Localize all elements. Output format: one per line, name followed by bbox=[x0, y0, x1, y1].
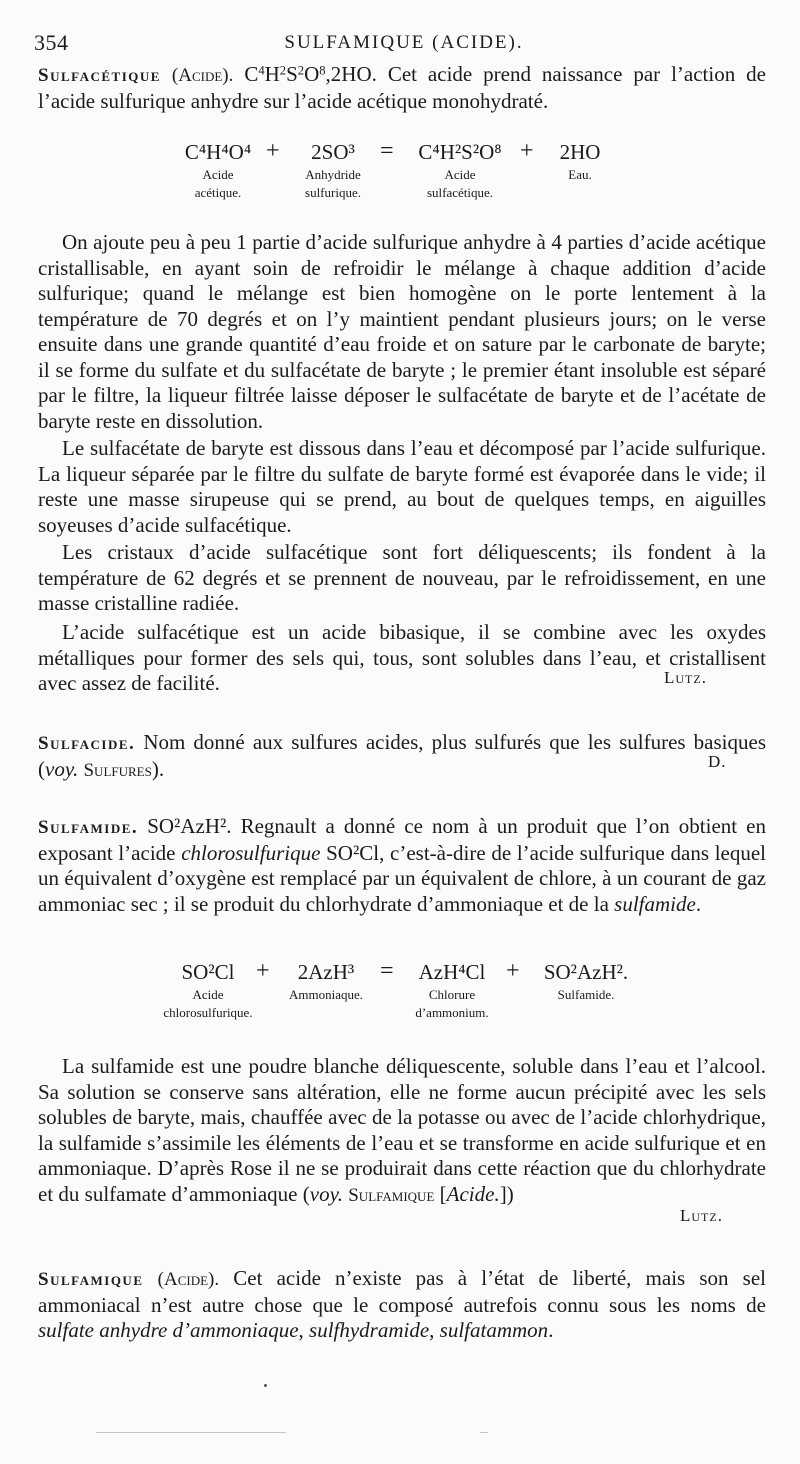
author-signature: Lutz. bbox=[664, 668, 707, 687]
plus-sign: + bbox=[266, 138, 280, 164]
equation-term: C⁴H²S²O⁸ Acide sulfacétique. bbox=[418, 140, 502, 200]
equation-term: AzH⁴Cl Chlorure d’ammonium. bbox=[415, 960, 489, 1020]
equation-term: 2SO³ Anhydride sulfurique. bbox=[305, 140, 361, 200]
running-head: SULFAMIQUE (ACIDE). bbox=[284, 32, 524, 53]
scan-smudge bbox=[96, 1432, 286, 1433]
entry-head-sulfacetique: Sulfacétique bbox=[38, 65, 161, 86]
entry-head-sulfamide: Sulfamide. bbox=[38, 817, 139, 838]
entry-tag: (Acide). bbox=[171, 65, 234, 86]
paragraph: Le sulfacétate de baryte est dissous dans l’eau et décomposé par l’acide sulfurique. La liqueur séparée par le filtre du sulfate de baryte formé est évaporée dans le vide; il reste une masse sirupeuse qui se prend, au bout de quelques temps, en aiguilles soyeuses d’acide sulfacétique. bbox=[38, 436, 766, 537]
equation-term: 2HO Eau. bbox=[559, 140, 601, 182]
plus-sign: + bbox=[256, 958, 270, 984]
entry-sulfacide: Sulfacide. Nom donné aux sulfures acides, plus sulfurés que les sulfures basiques (voy. Sulfures). bbox=[38, 730, 767, 781]
entry-sulfamide-intro: Sulfamide. SO²AzH². Regnault a donné ce nom à un produit que l’on obtient en exposant l’acide chlorosulfurique SO²Cl, c’est-à-dire de l’acide sulfurique dans lequel un équivalent d’oxygène est remplacé par un équivalent de chlore, à un courant de gaz ammoniac sec ; il se produit du chlorhydrate d’ammoniaque et de la sulfamide. bbox=[38, 814, 767, 916]
scan-speck bbox=[264, 1384, 267, 1387]
entry-sulfacetique-intro: Sulfacétique (Acide). $C^4H^2S^2O^8,2HO$. Cet acide prend naissance par l’action de l’acide sulfurique anhydre sur l’acide acétique monohydraté. bbox=[38, 62, 766, 113]
entry-sulfamique: Sulfamique (Acide). Cet acide n’existe pas à l’état de liberté, mais son sel ammoniacal n’est autre chose que le composé autrefois connu sous les noms de sulfate anhydre d’ammoniaque, sulfhydramide, sulfatammon. bbox=[38, 1266, 767, 1342]
paragraph: L’acide sulfacétique est un acide bibasique, il se combine avec les oxydes métalliques pour former des sels qui, tous, sont solubles dans l’eau, et cristallisent avec assez de facilité. bbox=[38, 620, 766, 695]
equation-term: SO²Cl Acide chlorosulfurique. bbox=[163, 960, 253, 1020]
entry-text: Cet acide prend naissance par l’action de l’acide sulfurique anhydre sur l’acide acétique monohydraté. bbox=[38, 62, 766, 113]
equation-term: 2AzH³ Ammoniaque. bbox=[288, 960, 363, 1002]
scan-smudge bbox=[480, 1432, 488, 1433]
entry-head-sulfacide: Sulfacide. bbox=[38, 733, 136, 754]
page-header bbox=[34, 30, 774, 60]
equation-term: C⁴H⁴O⁴ Acide acétique. bbox=[184, 140, 252, 200]
plus-sign: + bbox=[520, 138, 534, 164]
page-number: 354 bbox=[34, 30, 69, 55]
author-signature: Lutz. bbox=[680, 1206, 723, 1225]
entry-head-sulfamique: Sulfamique bbox=[38, 1269, 144, 1290]
paragraph-sulfamide: La sulfamide est une poudre blanche déliquescente, soluble dans l’eau et l’alcool. Sa solution se conserve sans altération, elle ne forme aucun précipité avec les sels solubles de baryte, mais, chauffée avec de la potasse ou avec de l’acide chlorhydrique, la sulfamide s’assimile les éléments de l’eau et se transforme en acide sulfurique et en ammoniaque. D’après Rose il ne se produirait dans cette réaction que du chlorhydrate et du sulfamate d’ammoniaque (voy. Sulfamique [Acide.]) bbox=[38, 1054, 766, 1206]
paragraph: On ajoute peu à peu 1 partie d’acide sulfurique anhydre à 4 parties d’acide acétique cristallisable, en ayant soin de refroidir le mélange à chaque addition d’acide sulfurique; quand le mélange est bien homogène on le porte lentement à la température de 70 degrés et on l’y maintient pendant plusieurs jours; on le verse ensuite dans une grande quantité d’eau froide et on sature par le carbonate de baryte; il se forme du sulfate et du sulfacétate de baryte ; le premier étant insoluble est séparé par le filtre, la liqueur filtrée laisse déposer le sulfacétate de baryte et de l’acétate de baryte reste en dissolution. bbox=[38, 230, 766, 433]
paragraph: Les cristaux d’acide sulfacétique sont fort déliquescents; ils fondent à la température de 62 degrés et se prennent de nouveau, par le refroidissement, en une masse cristalline radiée. bbox=[38, 540, 766, 615]
equation-term: SO²AzH². Sulfamide. bbox=[543, 960, 629, 1002]
equals-sign: = bbox=[380, 958, 394, 984]
equals-sign: = bbox=[380, 138, 394, 164]
plus-sign: + bbox=[506, 958, 520, 984]
author-signature: D. bbox=[708, 752, 727, 771]
